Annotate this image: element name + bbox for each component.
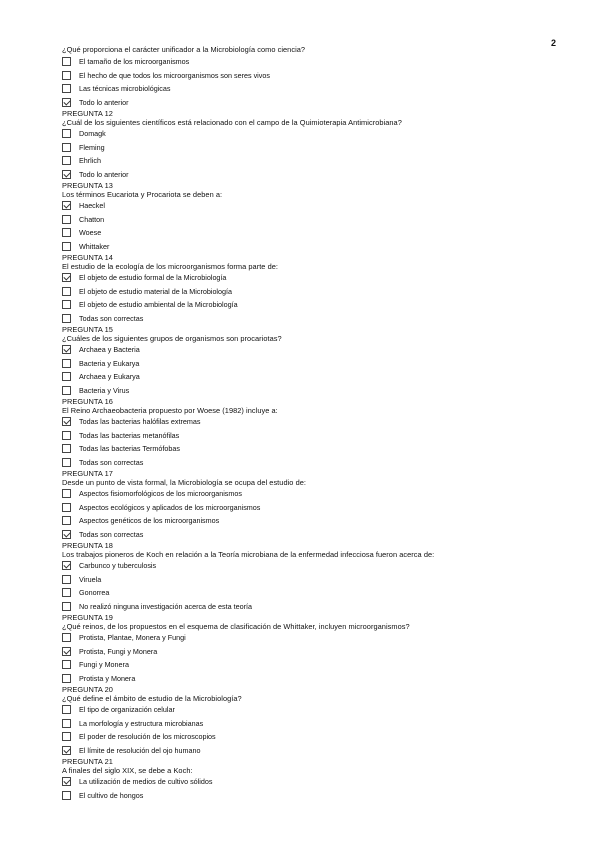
answer-option[interactable] (62, 703, 582, 717)
quiz-content (62, 45, 582, 802)
question-number: PREGUNTA 12 (62, 109, 113, 118)
checkbox[interactable] (62, 228, 71, 237)
checkbox[interactable] (62, 300, 71, 309)
question-block (62, 253, 582, 325)
answer-option[interactable] (62, 96, 582, 110)
answer-option[interactable] (62, 240, 582, 254)
question-text: ¿Qué reinos, de los propuestos en el esquema de clasificación de Whittaker, incluyen microorganismos? (62, 622, 410, 631)
answer-option-label: Todo lo anterior (79, 169, 129, 179)
question-block (62, 45, 582, 109)
answer-option[interactable] (62, 775, 582, 789)
answer-option-label: Todo lo anterior (79, 97, 129, 107)
answer-option[interactable] (62, 69, 582, 83)
checkbox[interactable] (62, 386, 71, 395)
checkbox[interactable] (62, 242, 71, 251)
question-text: ¿Cuáles de los siguientes grupos de organismos son procariotas? (62, 334, 282, 343)
answer-option-label: El poder de resolución de los microscopios (79, 732, 216, 742)
answer-option-label: Todas las bacterias metanófilas (79, 430, 180, 440)
answer-option-label: El tamaño de los microorganismos (79, 57, 190, 67)
checkbox[interactable] (62, 602, 71, 611)
checkbox[interactable] (62, 143, 71, 152)
checkbox[interactable] (62, 359, 71, 368)
question-number: PREGUNTA 21 (62, 757, 113, 766)
answer-option-label: Chatton (79, 214, 105, 224)
answer-option[interactable] (62, 658, 582, 672)
answer-option[interactable] (62, 586, 582, 600)
answer-option[interactable] (62, 528, 582, 542)
answer-option-label: Todas son correctas (79, 457, 144, 467)
answer-option[interactable] (62, 501, 582, 515)
question-text: ¿Cuál de los siguientes científicos está relacionado con el campo de la Quimioterapia Antimicrobiana? (62, 118, 402, 127)
answer-option-label: Las técnicas microbiológicas (79, 84, 171, 94)
question-text: Los términos Eucariota y Procariota se deben a: (62, 190, 223, 199)
answer-option[interactable] (62, 730, 582, 744)
checkbox[interactable] (62, 588, 71, 597)
answer-option[interactable] (62, 429, 582, 443)
checkbox[interactable] (62, 129, 71, 138)
question-block (62, 469, 582, 541)
question-block (62, 109, 582, 181)
answer-option-label: La morfología y estructura microbianas (79, 718, 204, 728)
answer-option[interactable] (62, 789, 582, 803)
answer-option-label: Todas las bacterias halófilas extremas (79, 417, 201, 427)
checkbox[interactable] (62, 791, 71, 800)
question-block (62, 685, 582, 757)
answer-option[interactable] (62, 717, 582, 731)
answer-option-label: Aspectos ecológicos y aplicados de los microorganismos (79, 502, 261, 512)
question-text: ¿Qué proporciona el carácter unificador a la Microbiología como ciencia? (62, 45, 306, 54)
question-number: PREGUNTA 15 (62, 325, 113, 334)
checked-checkbox[interactable] (62, 746, 71, 755)
answer-option[interactable] (62, 744, 582, 758)
answer-option-label: Protista, Fungi y Monera (79, 646, 158, 656)
checked-checkbox[interactable] (62, 170, 71, 179)
answer-option-label: Ehrlich (79, 156, 101, 166)
answer-option[interactable] (62, 487, 582, 501)
question-text: El Reino Archaeobacteria propuesto por Woese (1982) incluye a: (62, 406, 278, 415)
answer-option-label: Bacteria y Eukarya (79, 358, 140, 368)
answer-option-label: El objeto de estudio formal de la Microbiología (79, 273, 227, 283)
checked-checkbox[interactable] (62, 530, 71, 539)
answer-option[interactable] (62, 514, 582, 528)
checkbox[interactable] (62, 732, 71, 741)
answer-option-label: Domagk (79, 129, 106, 139)
answer-option-label: El objeto de estudio material de la Microbiología (79, 286, 233, 296)
checkbox[interactable] (62, 71, 71, 80)
answer-option[interactable] (62, 168, 582, 182)
answer-option-label: El cultivo de hongos (79, 790, 144, 800)
checked-checkbox[interactable] (62, 561, 71, 570)
checkbox[interactable] (62, 503, 71, 512)
question-text: A finales del siglo XIX, se debe a Koch: (62, 766, 193, 775)
answer-option[interactable] (62, 600, 582, 614)
checked-checkbox[interactable] (62, 98, 71, 107)
checked-checkbox[interactable] (62, 201, 71, 210)
question-text: El estudio de la ecología de los microorganismos forma parte de: (62, 262, 278, 271)
answer-option-label: Bacteria y Virus (79, 385, 130, 395)
answer-option[interactable] (62, 442, 582, 456)
page-number: 2 (551, 38, 557, 48)
answer-option[interactable] (62, 298, 582, 312)
answer-option-label: Woese (79, 228, 102, 238)
answer-option[interactable] (62, 127, 582, 141)
checkbox[interactable] (62, 84, 71, 93)
question-text: ¿Qué define el ámbito de estudio de la Microbiología? (62, 694, 242, 703)
question-number: PREGUNTA 13 (62, 181, 113, 190)
answer-option[interactable] (62, 573, 582, 587)
answer-option-label: El tipo de organización celular (79, 705, 175, 715)
answer-option[interactable] (62, 645, 582, 659)
checkbox[interactable] (62, 575, 71, 584)
answer-option[interactable] (62, 141, 582, 155)
question-number: PREGUNTA 19 (62, 613, 113, 622)
question-text: Los trabajos pioneros de Koch en relación a la Teoría microbiana de la enfermedad infecciosa fueron acerca de: (62, 550, 435, 559)
checkbox[interactable] (62, 489, 71, 498)
answer-option[interactable] (62, 370, 582, 384)
question-block (62, 181, 582, 253)
answer-option-label: El límite de resolución del ojo humano (79, 745, 201, 755)
answer-option-label: Protista y Monera (79, 673, 136, 683)
checkbox[interactable] (62, 57, 71, 66)
answer-option-label: La utilización de medios de cultivo sólidos (79, 777, 213, 787)
answer-option-label: Protista, Plantae, Monera y Fungi (79, 633, 186, 643)
answer-option[interactable] (62, 312, 582, 326)
question-block (62, 397, 582, 469)
answer-option-label: Fleming (79, 142, 105, 152)
answer-option[interactable] (62, 271, 582, 285)
checkbox[interactable] (62, 705, 71, 714)
answer-option[interactable] (62, 154, 582, 168)
question-number: PREGUNTA 20 (62, 685, 113, 694)
answer-option-label: Carbunco y tuberculosis (79, 561, 157, 571)
answer-option[interactable] (62, 226, 582, 240)
checkbox[interactable] (62, 633, 71, 642)
checkbox[interactable] (62, 314, 71, 323)
answer-option-label: Haeckel (79, 201, 105, 211)
question-block (62, 541, 582, 613)
answer-option[interactable] (62, 631, 582, 645)
answer-option-label: Aspectos genéticos de los microorganismos (79, 516, 220, 526)
question-block (62, 757, 582, 802)
checked-checkbox[interactable] (62, 647, 71, 656)
answer-option-label: Viruela (79, 574, 102, 584)
answer-option[interactable] (62, 384, 582, 398)
answer-option[interactable] (62, 82, 582, 96)
answer-option-label: Todas las bacterias Termófobas (79, 444, 180, 454)
question-number: PREGUNTA 17 (62, 469, 113, 478)
checked-checkbox[interactable] (62, 417, 71, 426)
question-block (62, 613, 582, 685)
answer-option[interactable] (62, 213, 582, 227)
answer-option[interactable] (62, 672, 582, 686)
checkbox[interactable] (62, 516, 71, 525)
checked-checkbox[interactable] (62, 777, 71, 786)
question-number: PREGUNTA 16 (62, 397, 113, 406)
checkbox[interactable] (62, 458, 71, 467)
answer-option[interactable] (62, 285, 582, 299)
answer-option-label: Archaea y Eukarya (79, 372, 140, 382)
answer-option[interactable] (62, 199, 582, 213)
question-block (62, 325, 582, 397)
answer-option-label: Todas son correctas (79, 313, 144, 323)
question-number: PREGUNTA 18 (62, 541, 113, 550)
checkbox[interactable] (62, 444, 71, 453)
checked-checkbox[interactable] (62, 345, 71, 354)
answer-option[interactable] (62, 343, 582, 357)
checkbox[interactable] (62, 156, 71, 165)
question-number: PREGUNTA 14 (62, 253, 113, 262)
answer-option-label: Gonorrea (79, 588, 110, 598)
answer-option[interactable] (62, 415, 582, 429)
checkbox[interactable] (62, 287, 71, 296)
answer-option-label: Aspectos fisiomorfológicos de los microorganismos (79, 489, 242, 499)
answer-option[interactable] (62, 559, 582, 573)
answer-option-label: El objeto de estudio ambiental de la Microbiología (79, 300, 238, 310)
checkbox[interactable] (62, 431, 71, 440)
checkbox[interactable] (62, 372, 71, 381)
answer-option[interactable] (62, 55, 582, 69)
answer-option-label: Fungi y Monera (79, 660, 129, 670)
answer-option[interactable] (62, 357, 582, 371)
answer-option-label: El hecho de que todos los microorganismos son seres vivos (79, 70, 270, 80)
answer-option-label: Todas son correctas (79, 529, 144, 539)
checkbox[interactable] (62, 674, 71, 683)
checkbox[interactable] (62, 719, 71, 728)
answer-option-label: Archaea y Bacteria (79, 345, 140, 355)
answer-option-label: Whittaker (79, 241, 110, 251)
checked-checkbox[interactable] (62, 273, 71, 282)
checkbox[interactable] (62, 215, 71, 224)
question-text: Desde un punto de vista formal, la Microbiología se ocupa del estudio de: (62, 478, 306, 487)
checkbox[interactable] (62, 660, 71, 669)
answer-option-label: No realizó ninguna investigación acerca de esta teoría (79, 601, 253, 611)
answer-option[interactable] (62, 456, 582, 470)
